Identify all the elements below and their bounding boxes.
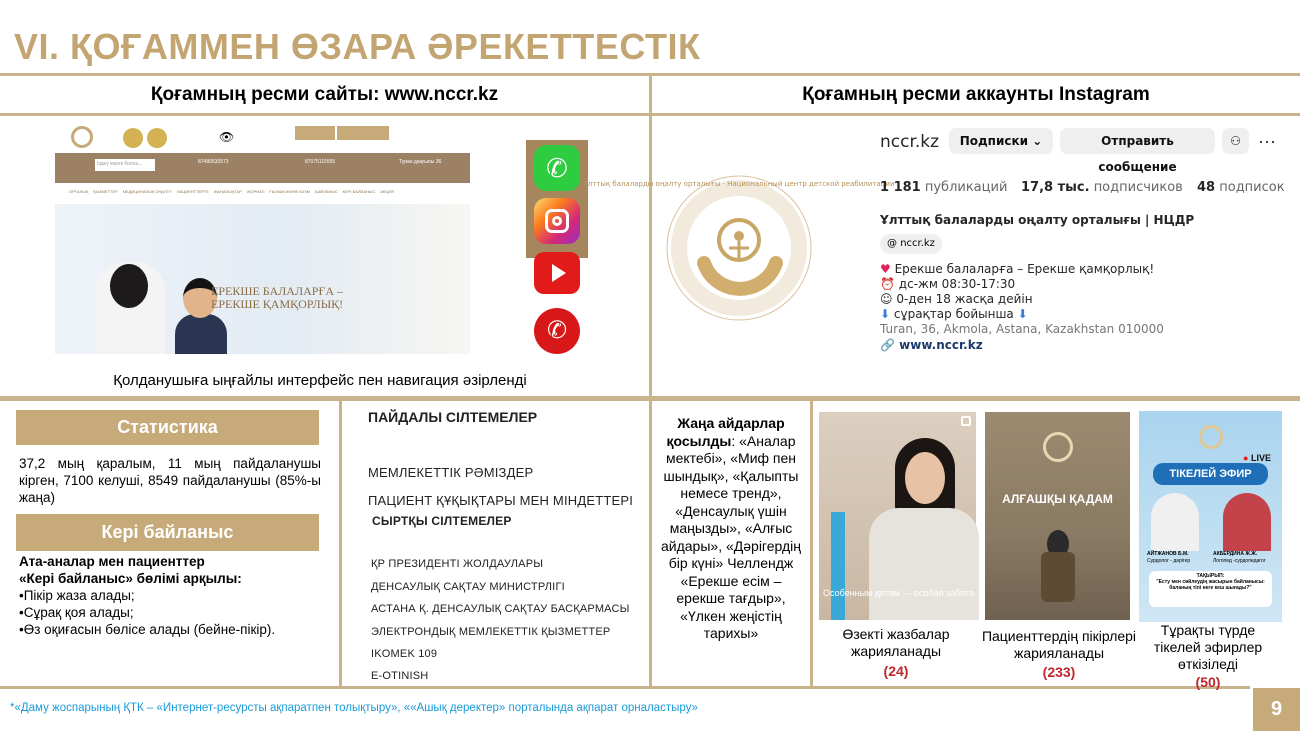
insta-followers[interactable]: [1021, 180, 1183, 195]
site-phone-2: 87075115555: [305, 159, 336, 165]
add-user-icon[interactable]: ⚇: [1222, 128, 1249, 154]
reel-icon: [961, 416, 971, 426]
doctor-1-role: Сурдолог - дәрігер: [1147, 558, 1191, 564]
feedback-line2: «Кері байланыс» бөлімі арқылы:: [19, 571, 242, 586]
flag-pole: [831, 512, 845, 620]
speaker-body: [869, 508, 979, 620]
child-figure: [175, 314, 227, 354]
social-icons-panel: [526, 140, 588, 358]
banner-slogan-2: ЕРЕКШЕ ҚАМҚОРЛЫҚ!: [211, 297, 344, 311]
post-1-overlay: Особенным детям — особая забота: [823, 588, 974, 598]
site-nav-item[interactable]: ЖАҢАЛЫҚТАР: [213, 189, 242, 194]
youtube-icon[interactable]: [534, 252, 580, 294]
bio-text: дс-жм 08:30-17:30: [898, 277, 1016, 291]
website-caption: Қолданушыға ыңғайлы интерфейс пен навигация әзірленді: [113, 372, 527, 389]
speaker-face: [905, 452, 945, 504]
external-link[interactable]: ҚР ПРЕЗИДЕНТІ ЖОЛДАУЛАРЫ: [371, 558, 544, 570]
bio-text: Ерекше балаларға – Ерекше қамқорлық!: [894, 262, 1155, 276]
live-badge: [1243, 453, 1271, 463]
feedback-line1: Ата-аналар мен пациенттер: [19, 554, 205, 569]
external-link[interactable]: АСТАНА Қ. ДЕНСАУЛЫҚ САҚТАУ БАСҚАРМАСЫ: [371, 603, 630, 615]
external-link[interactable]: ДЕНСАУЛЫҚ САҚТАУ МИНИСТРЛІГІ: [371, 581, 565, 593]
bio-text: сұрақтар бойынша: [893, 307, 1014, 321]
bio-line: [880, 307, 1028, 321]
site-banner: [55, 204, 470, 354]
instagram-header: Қоғамның ресми аккаунты Instagram: [802, 84, 1150, 105]
threads-badge[interactable]: [880, 234, 942, 254]
site-nav: [69, 189, 469, 199]
award-badge: [123, 128, 143, 148]
insta-following[interactable]: [1197, 180, 1285, 195]
followers-label: подписчиков: [1093, 180, 1183, 195]
chevron-down-icon: ⌄: [1032, 134, 1043, 148]
post-2-logo: [1043, 432, 1073, 462]
topic-box: [1149, 571, 1272, 607]
new-ideas-heading: Жаңа айдарлар қосылды: [666, 415, 785, 449]
link-state-symbols[interactable]: МЕМЛЕКЕТТІК РӘМІЗДЕР: [368, 465, 534, 480]
feedback-header: Кері байланыс: [16, 514, 319, 551]
down-arrow-icon: ⬇: [880, 307, 891, 321]
external-link[interactable]: ЭЛЕКТРОНДЫҚ МЕМЛЕКЕТТІК ҚЫЗМЕТТЕР: [371, 626, 611, 638]
site-nav-item[interactable]: ҚЫЗМЕТТЕР: [93, 189, 118, 194]
site-top-bar: [55, 153, 470, 183]
posts-count: 1 181: [880, 180, 921, 195]
post-2-count: (233): [1042, 664, 1076, 680]
send-message-button[interactable]: Отправить сообщение: [1060, 128, 1215, 154]
doctor-1-name: АЙТЖАНОВ Б.М.: [1147, 551, 1189, 557]
statistics-text: 37,2 мың қаралым, 11 мың пайдаланушы кірген, 7100 келуші, 8549 пайдаланушы (85%-ы жаңа): [19, 456, 321, 505]
topic-text: "Есту мен сөйлеудің жасырын байланысы: баланың тілі неге кеш шығады?": [1156, 579, 1265, 591]
divider: [649, 400, 652, 688]
nccr-logo: [583, 168, 895, 328]
site-nav-item[interactable]: КЕРІ БАЙЛАНЫС: [342, 189, 376, 194]
bio-line: [880, 277, 1015, 291]
divider: [339, 400, 342, 688]
insta-link-text: www.nccr.kz: [899, 338, 983, 352]
site-header-button[interactable]: [337, 126, 389, 140]
followers-count: 17,8 тыс.: [1021, 180, 1090, 195]
subscribe-button-label: Подписки: [959, 134, 1029, 148]
post-3-logo: [1199, 425, 1223, 449]
feedback-item: •Сұрақ қоя алады;: [19, 605, 134, 620]
live-badge-text: LIVE: [1250, 453, 1271, 463]
award-badge: [147, 128, 167, 148]
feedback-item: •Өз оқиғасын бөлісе алады (бейне-пікір).: [19, 622, 276, 637]
bio-text: 0-ден 18 жасқа дейін: [896, 292, 1033, 306]
page-number: 9: [1253, 688, 1300, 731]
post-3-caption: Тұрақты түрде тікелей эфирлер өткізіледі: [1153, 622, 1263, 672]
site-nav-item[interactable]: ПАЦИЕНТТЕРГЕ: [176, 189, 209, 194]
site-phone-1: 87480530573: [198, 159, 229, 165]
post-2-caption: Пациенттердің пікірлері жарияланады: [981, 628, 1137, 661]
external-link[interactable]: E-OTINISH: [371, 670, 429, 682]
site-nav-item[interactable]: ЖОРНАЛ: [246, 189, 265, 194]
post-thumbnail-3[interactable]: [1139, 411, 1282, 622]
insta-link[interactable]: [880, 338, 983, 352]
more-options-icon[interactable]: ···: [1258, 131, 1276, 151]
website-screenshot: [55, 122, 470, 354]
doctor-2-role: Логопед -сурдопедагог: [1213, 558, 1266, 564]
post-1-caption: Өзекті жазбалар жарияланады: [842, 626, 950, 659]
divider: [0, 686, 1250, 689]
site-nav-item[interactable]: ҒЫЛЫМ ЖӘНЕ БІЛІМ: [269, 189, 311, 194]
link-icon: 🔗: [880, 338, 895, 352]
post-2-overlay: АЛҒАШҚЫ ҚАДАМ: [1002, 492, 1113, 506]
posts-label: публикаций: [924, 180, 1008, 195]
site-nav-item[interactable]: ОРТАЛЫҚ: [69, 189, 89, 194]
whatsapp-icon[interactable]: ✆: [534, 145, 580, 191]
following-label: подписок: [1219, 180, 1285, 195]
new-ideas-block: [656, 415, 806, 643]
post-thumbnail-1[interactable]: [819, 412, 976, 620]
site-nav-item[interactable]: АКЦИЯ: [380, 189, 395, 194]
post-thumbnail-2[interactable]: [985, 412, 1130, 620]
website-header: Қоғамның ресми сайты: www.nccr.kz: [150, 84, 499, 105]
clock-icon: ⏰: [880, 277, 895, 291]
topic-label: ТАҚЫРЫП:: [1196, 573, 1225, 579]
link-patient-rights[interactable]: ПАЦИЕНТ ҚҰҚЫҚТАРЫ МЕН МІНДЕТТЕРІ: [368, 493, 634, 508]
slide-title: VI. ҚОҒАММЕН ӨЗАРА ӘРЕКЕТТЕСТІК: [14, 26, 701, 67]
down-arrow-icon: ⬇: [1017, 307, 1028, 321]
logo-ring-text: Ұлттық балаларды оңалту орталығы · Национальный центр детской реабилитации: [583, 180, 895, 188]
bio-line: [880, 262, 1154, 276]
threads-handle: nccr.kz: [900, 238, 935, 249]
doctor-2-photo: [1223, 493, 1271, 551]
instagram-icon[interactable]: [534, 198, 580, 244]
baby-icon: ☺: [880, 292, 893, 306]
site-header-button[interactable]: [295, 126, 335, 140]
bio-line: [880, 292, 1033, 306]
feedback-item: •Пікір жаза алады;: [19, 588, 135, 603]
site-search-input[interactable]: Іздеу керек болса...: [95, 159, 155, 171]
insta-address: Turan, 36, Akmola, Astana, Kazakhstan 010000: [880, 322, 1164, 336]
doctor-1-photo: [1151, 493, 1199, 551]
subscribe-button[interactable]: [949, 128, 1053, 154]
post-3-overlay: ТІКЕЛЕЙ ЭФИР: [1153, 463, 1268, 485]
divider: [810, 400, 813, 688]
site-address: Туран даңғылы 36: [399, 159, 442, 165]
new-ideas-body: «Аналар мектебі», «Миф пен шындық», «Қалыпты немесе тренд», «Денсаулық үшін маңызды», «Алғыс айдары», «Дәрігердің бір күні» Челлендж «Ерекше есім – ерекше тағдыр», «Үлкен жеңістің тарихы»: [661, 432, 801, 641]
useful-links-title: ПАЙДАЛЫ СІЛТЕМЕЛЕР: [368, 409, 538, 425]
threads-icon: @: [887, 238, 897, 249]
insta-bio-name: Ұлттық балаларды оңалту орталығы | НЦДР: [880, 213, 1195, 227]
phone-icon[interactable]: ✆: [534, 308, 580, 354]
insta-username: nccr.kz: [880, 132, 940, 152]
external-link[interactable]: IKOMEK 109: [371, 648, 438, 660]
doctor-2-name: АКБЕРДИНА Ж.Ж.: [1213, 551, 1258, 557]
post-3-count: (50): [1195, 674, 1221, 690]
child-walking-body: [1041, 552, 1075, 602]
site-nav-item[interactable]: БАЙЛАНЫС: [315, 189, 338, 194]
site-logo: [71, 126, 93, 148]
external-links-title: СЫРТҚЫ СІЛТЕМЕЛЕР: [372, 514, 512, 528]
post-1-count: (24): [883, 663, 909, 679]
following-count: 48: [1197, 180, 1216, 195]
eye-icon[interactable]: 👁: [219, 130, 235, 144]
site-nav-item[interactable]: МЕДИЦИНАЛЫҚ ОҢАЛТУ: [122, 189, 172, 194]
statistics-header: Статистика: [16, 410, 319, 445]
footnote: *«Даму жоспарының ҚТК – «Интернет-ресурсты ақпаратпен толықтыру», ««Ашық деректер» порталында ақпарат орналастыру»: [10, 702, 698, 714]
banner-slogan-1: ЕРЕКШЕ БАЛАЛАРҒА –: [211, 284, 344, 298]
insta-stats: [880, 180, 1007, 195]
live-dot-icon: ●: [1243, 453, 1249, 463]
divider: [649, 73, 652, 398]
new-ideas-colon: :: [731, 432, 736, 449]
doctor-head: [110, 264, 148, 308]
heart-icon: ♥: [880, 262, 891, 276]
